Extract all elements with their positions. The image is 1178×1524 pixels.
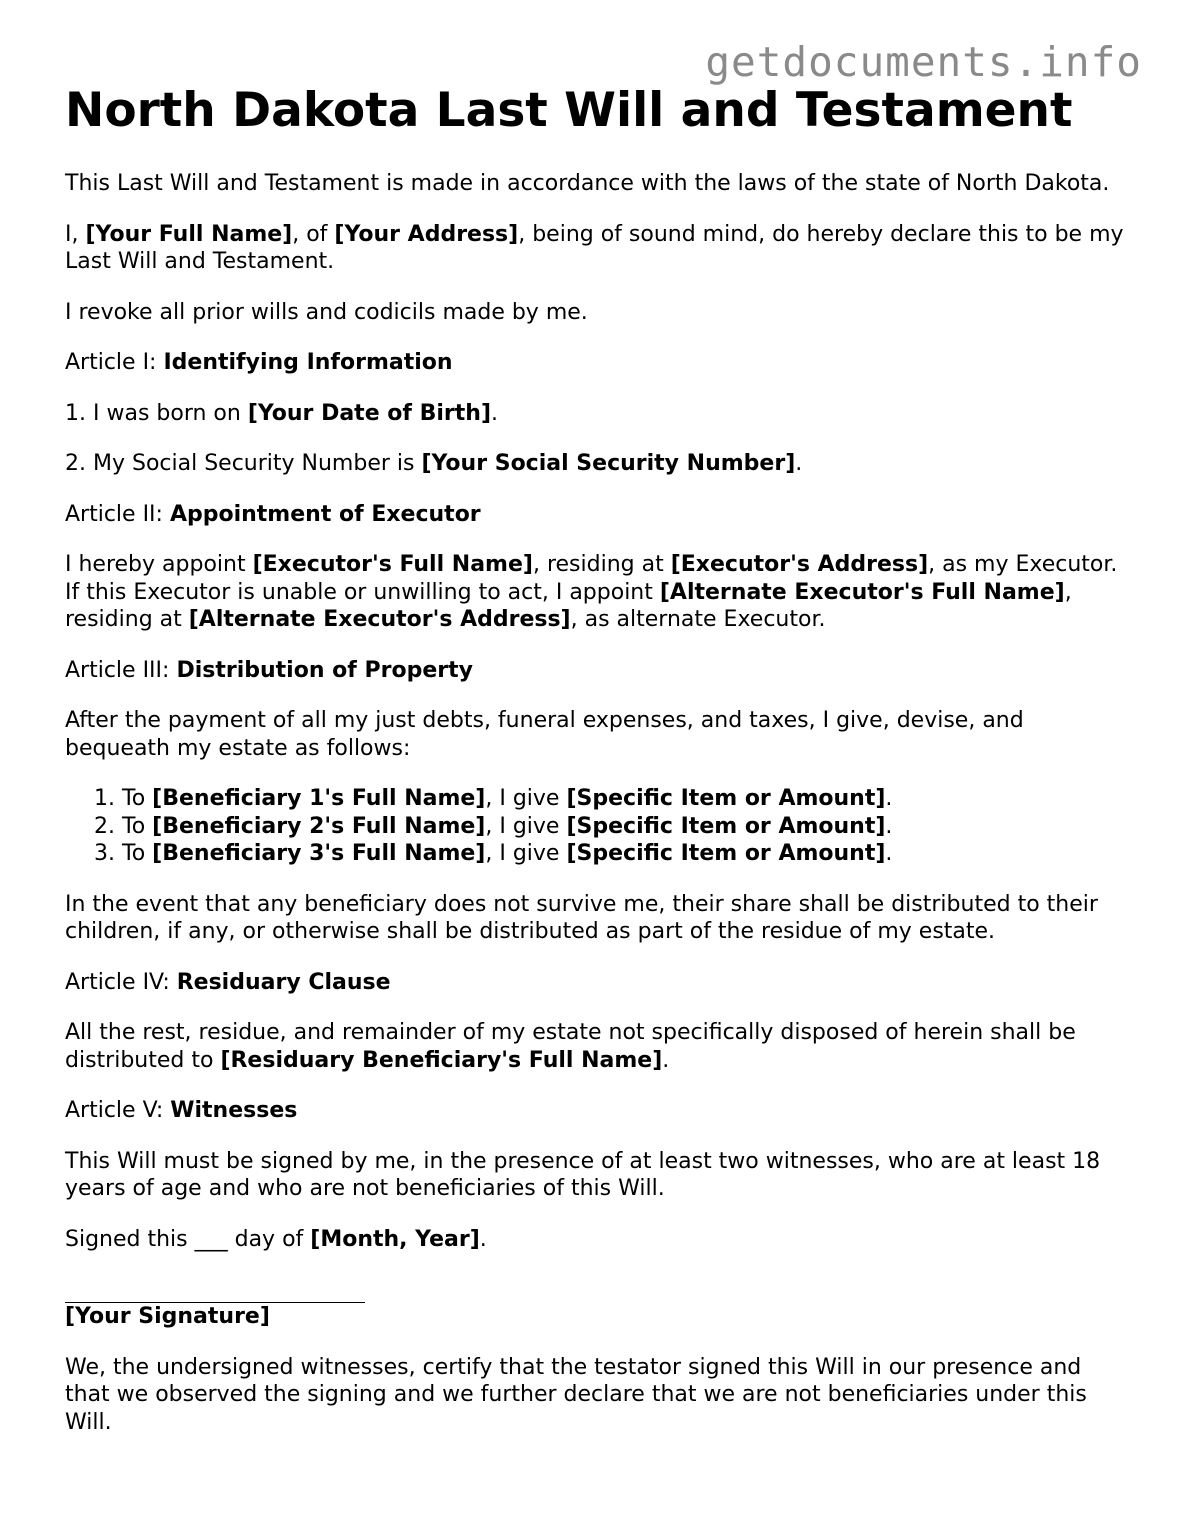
witness-statement: We, the undersigned witnesses, certify that the testator signed this Will in our presence and that we observed the signing and we further declare that we are not beneficiaries under this Will. [65, 1354, 1087, 1435]
residuary-text: . [662, 1047, 670, 1073]
article-3-heading [65, 657, 1125, 685]
article-1-item-1 [65, 400, 1125, 428]
beneficiary-list [65, 785, 1125, 868]
placeholder-beneficiary-name: [Beneficiary 1's Full Name] [152, 786, 486, 811]
placeholder-item: [Specific Item or Amount] [566, 786, 886, 811]
article-label: Article II: [65, 501, 170, 527]
article-title: Identifying Information [163, 350, 453, 375]
item-text: . [491, 400, 499, 426]
list-text: . [885, 813, 893, 839]
placeholder-beneficiary-name: [Beneficiary 3's Full Name] [152, 841, 486, 866]
watermark: getdocuments.info [705, 38, 1142, 86]
signed-text: . [479, 1226, 487, 1252]
signed-text: Signed this ___ day of [65, 1226, 311, 1252]
placeholder-executor-name: [Executor's Full Name] [252, 552, 533, 577]
document-body [65, 80, 1125, 1459]
placeholder-month-year: [Month, Year] [310, 1226, 480, 1252]
list-text: . [885, 786, 893, 811]
executor-text: , as my Executor. If this Executor is unable or unwilling to act, I appoint [65, 552, 1118, 605]
list-item [122, 840, 1125, 868]
declaration-paragraph [65, 221, 1125, 276]
article-5-heading [65, 1097, 1125, 1125]
article-2-heading [65, 501, 1125, 529]
declaration-text: , being of sound mind, do hereby declare this to be my Last Will and Testament. [65, 221, 1124, 274]
signature-block [65, 1276, 1125, 1331]
executor-paragraph [65, 551, 1125, 634]
page-title: North Dakota Last Will and Testament [65, 83, 1073, 138]
article-title: Appointment of Executor [169, 501, 481, 527]
list-text: , I give [485, 841, 567, 866]
list-item [122, 813, 1125, 841]
intro-paragraph: This Last Will and Testament is made in accordance with the laws of the state of North Dakota. [65, 171, 1110, 196]
witness-requirement: This Will must be signed by me, in the presence of at least two witnesses, who are at least 18 years of age and who are not beneficiaries of this Will. [65, 1148, 1101, 1201]
article-label: Article I: [65, 350, 164, 375]
list-item [122, 785, 1125, 813]
list-text: To [122, 841, 153, 866]
executor-text: , residing at [65, 579, 1072, 632]
survival-paragraph: In the event that any beneficiary does not survive me, their share shall be distributed to their children, if any, or otherwise shall be distributed as part of the residue of my estate. [65, 891, 1098, 944]
list-text: To [122, 786, 153, 811]
list-text: To [122, 813, 153, 839]
placeholder-residuary-beneficiary: [Residuary Beneficiary's Full Name] [220, 1047, 663, 1073]
article-1-heading [65, 349, 1125, 377]
placeholder-alt-executor-name: [Alternate Executor's Full Name] [659, 579, 1065, 605]
article-title: Witnesses [170, 1098, 298, 1123]
placeholder-date-of-birth: [Your Date of Birth] [247, 400, 492, 426]
item-text: . [795, 451, 803, 476]
list-text: , I give [485, 813, 567, 839]
item-text: 2. My Social Security Number is [65, 451, 422, 476]
signature-line[interactable] [65, 1276, 365, 1303]
executor-text: , residing at [532, 552, 671, 577]
article-label: Article V: [65, 1098, 171, 1123]
revoke-paragraph: I revoke all prior wills and codicils made by me. [65, 299, 588, 325]
article-1-item-2 [65, 450, 1125, 478]
article-label: Article III: [65, 657, 177, 683]
list-text: , I give [485, 786, 567, 811]
article-title: Residuary Clause [176, 969, 391, 995]
executor-text: I hereby appoint [65, 552, 253, 577]
article-label: Article IV: [65, 969, 177, 995]
article-title: Distribution of Property [176, 657, 473, 683]
placeholder-executor-address: [Executor's Address] [670, 552, 929, 577]
placeholder-item: [Specific Item or Amount] [566, 813, 886, 839]
article-4-heading [65, 969, 1125, 997]
declaration-text: , of [292, 221, 335, 247]
executor-text: , as alternate Executor. [570, 607, 826, 632]
signature-label: [Your Signature] [65, 1304, 270, 1329]
placeholder-ssn: [Your Social Security Number] [421, 451, 796, 476]
residuary-paragraph [65, 1019, 1125, 1074]
placeholder-alt-executor-address: [Alternate Executor's Address] [188, 607, 571, 632]
declaration-text: I, [65, 221, 86, 247]
item-text: 1. I was born on [65, 400, 248, 426]
placeholder-item: [Specific Item or Amount] [566, 841, 886, 866]
signed-date-line [65, 1226, 1125, 1254]
placeholder-address: [Your Address] [334, 221, 519, 247]
residuary-text: All the rest, residue, and remainder of my estate not specifically disposed of herein shall be distributed to [65, 1020, 1076, 1073]
distribution-intro: After the payment of all my just debts, funeral expenses, and taxes, I give, devise, and bequeath my estate as follows: [65, 708, 1024, 761]
placeholder-beneficiary-name: [Beneficiary 2's Full Name] [152, 813, 486, 839]
placeholder-full-name: [Your Full Name] [85, 221, 293, 247]
list-text: . [885, 841, 893, 866]
